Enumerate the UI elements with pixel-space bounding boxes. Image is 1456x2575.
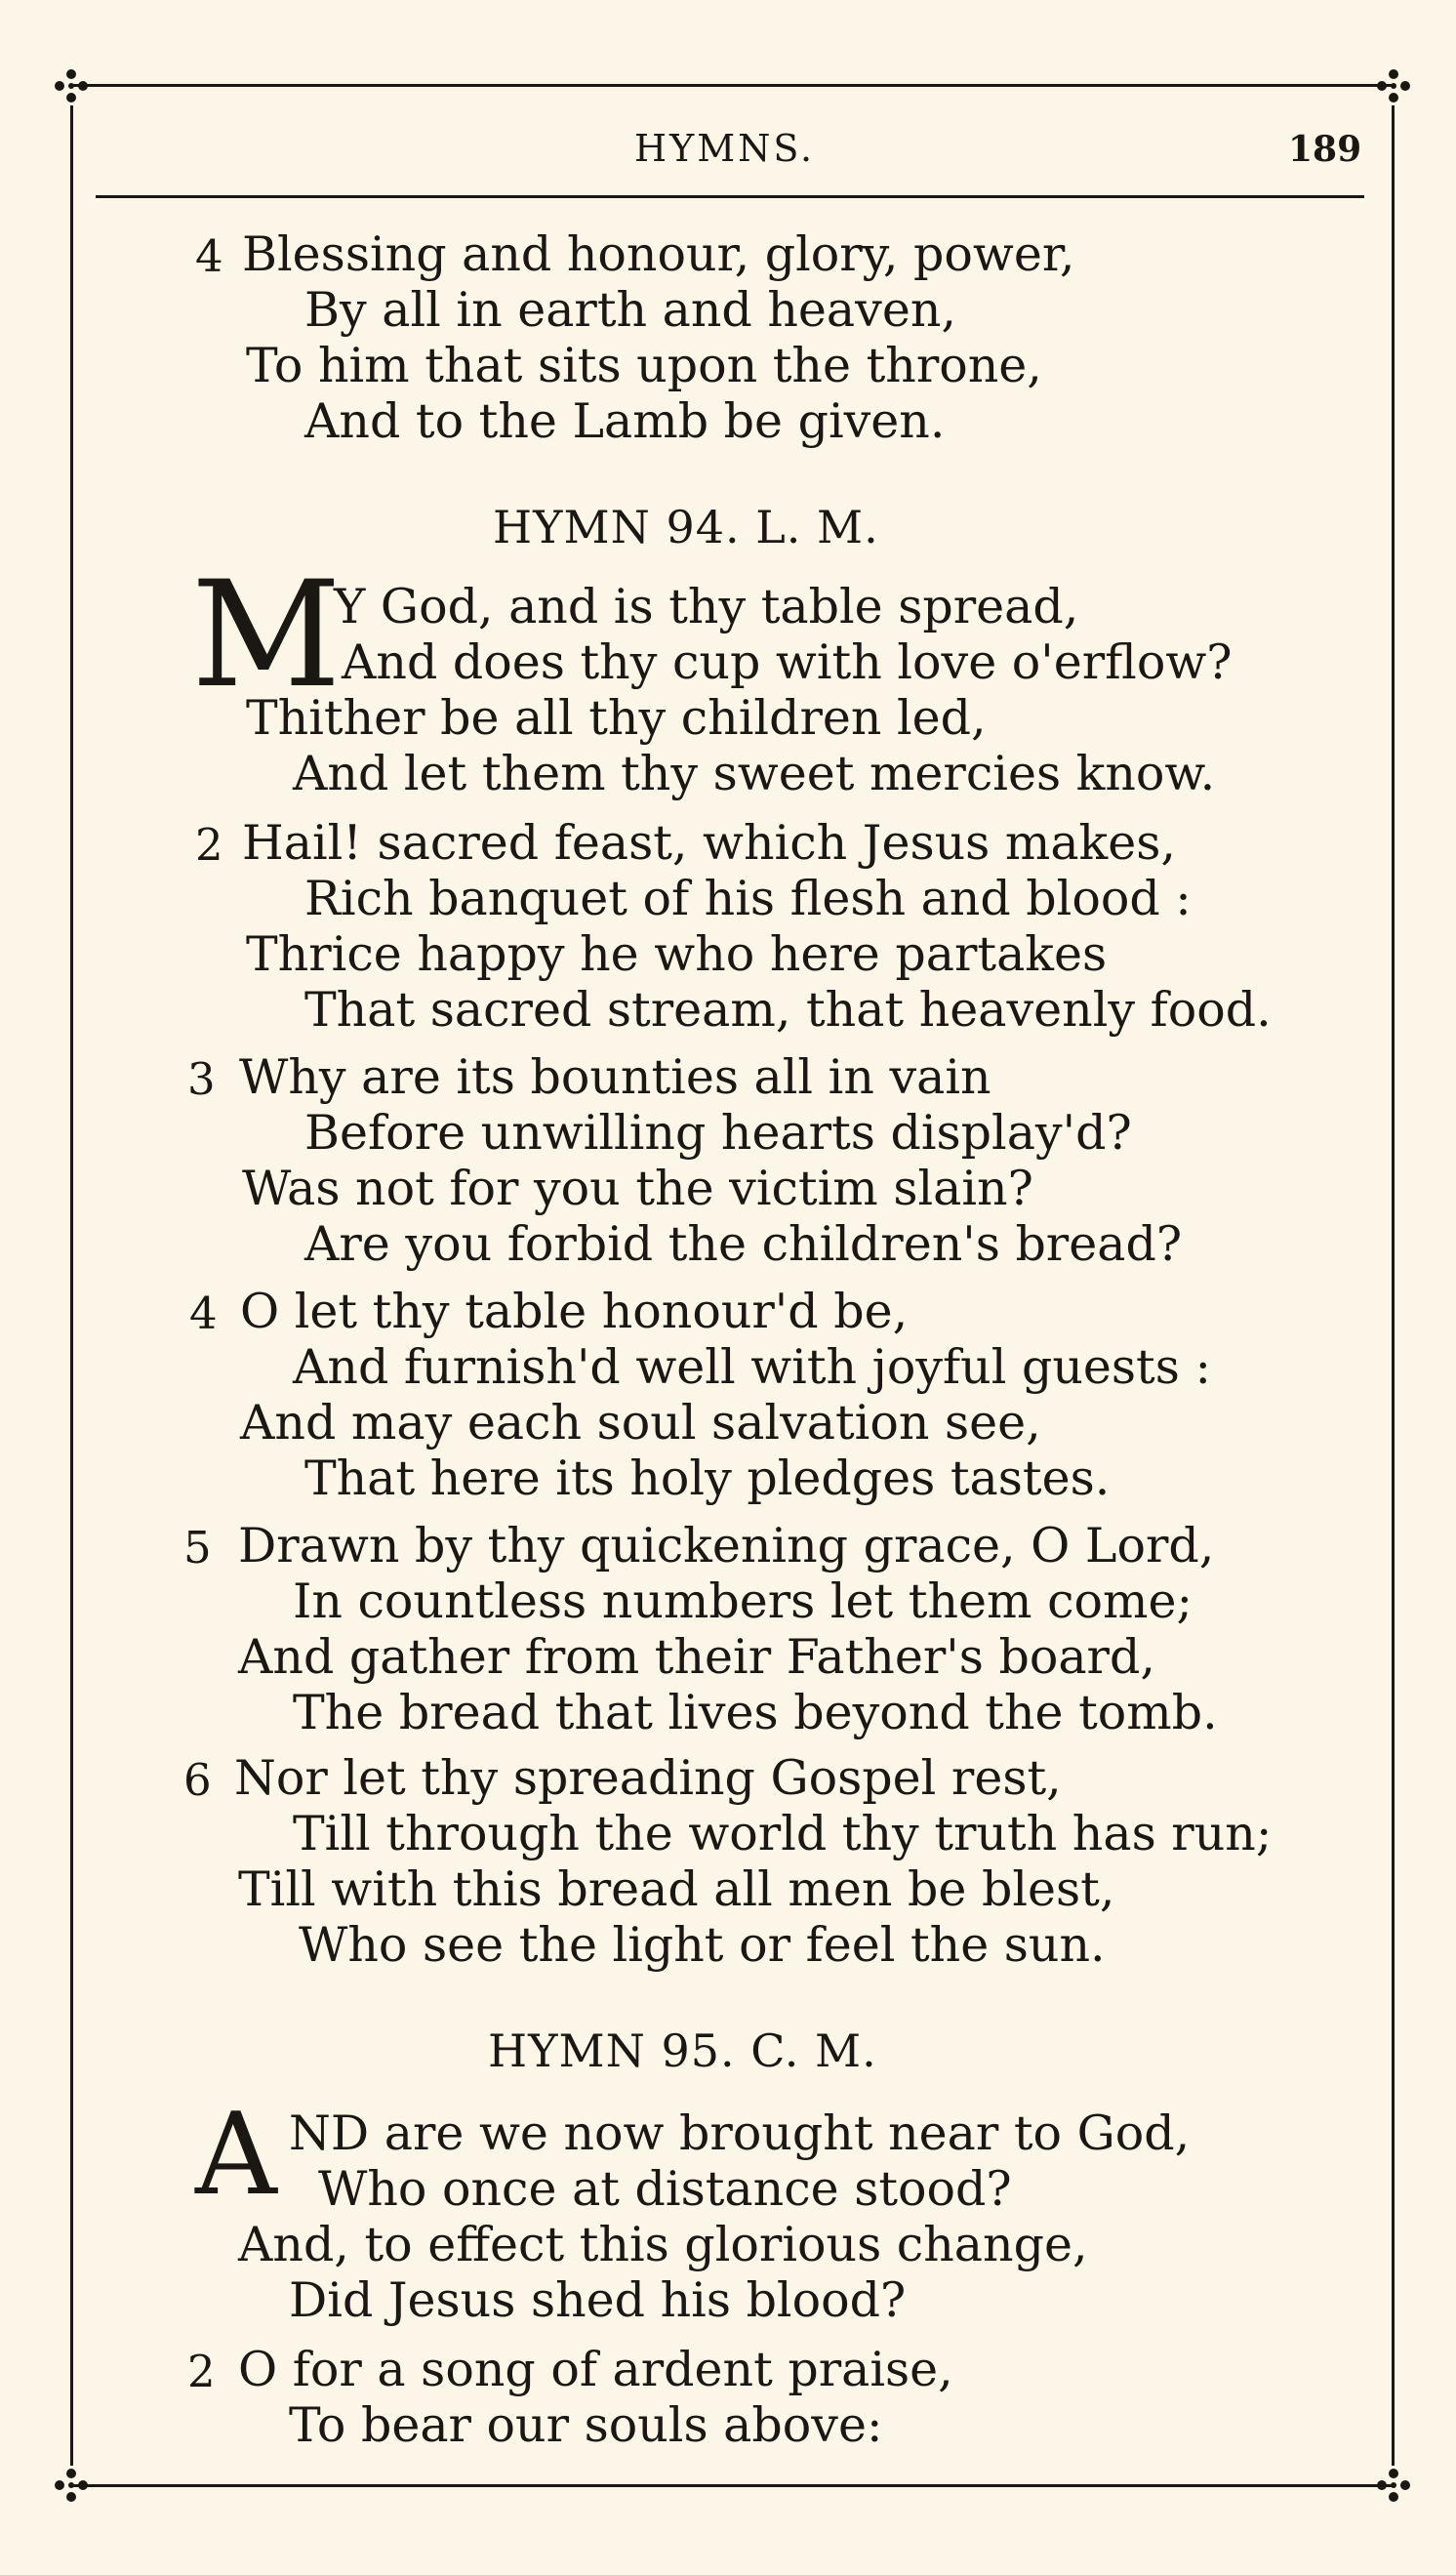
hymn-line: And gather from their Father's board, (238, 1629, 1155, 1685)
hymn-line: To bear our souls above: (289, 2397, 883, 2453)
fleuron-top-left-icon (52, 66, 91, 105)
stanza-number: 4 (189, 1288, 218, 1339)
hymn-line: And does thy cup with love o'erflow? (342, 634, 1233, 690)
hymn-line: By all in earth and heaven, (304, 282, 956, 338)
hymn-line: O let thy table honour'd be, (240, 1284, 909, 1339)
stanza-number: 6 (183, 1754, 212, 1806)
running-head (0, 127, 1456, 176)
top-rule (70, 84, 1394, 87)
hymn-line: And may each soul salvation see, (240, 1395, 1041, 1451)
fleuron-bottom-right-icon (1374, 2466, 1413, 2505)
hymn-line: Hail! sacred feast, which Jesus makes, (242, 815, 1176, 871)
stanza-number: 3 (187, 1053, 216, 1105)
hymn-line: Nor let thy spreading Gospel rest, (234, 1750, 1062, 1806)
hymn-heading: HYMN 94. L. M. (493, 501, 879, 553)
stanza-number: 5 (183, 1522, 212, 1574)
hymn-line: Thrice happy he who here partakes (246, 926, 1108, 982)
left-rule (70, 105, 73, 2466)
hymn-line: And furnish'd well with joyful guests : (293, 1339, 1211, 1395)
hymn-line: And, to effect this glorious change, (238, 2217, 1088, 2272)
stanza-number: 2 (187, 2346, 216, 2397)
hymn-heading: HYMN 95. C. M. (488, 2024, 877, 2077)
hymn-line: And to the Lamb be given. (304, 393, 946, 449)
running-head-title: HYMNS. (634, 127, 816, 170)
hymn-line: Till through the world thy truth has run; (293, 1806, 1273, 1861)
hymn-line: Thither be all thy children led, (246, 690, 987, 746)
stanza-number: 2 (195, 819, 223, 871)
fleuron-bottom-left-icon (52, 2466, 91, 2505)
fleuron-top-right-icon (1374, 66, 1413, 105)
hymn-line: In countless numbers let them come; (293, 1574, 1193, 1629)
hymn-line: Did Jesus shed his blood? (289, 2272, 907, 2328)
hymn-line: And let them thy sweet mercies know. (293, 746, 1216, 801)
hymn-line: Rich banquet of his flesh and blood : (304, 871, 1192, 926)
hymn-line: Are you forbid the children's bread? (304, 1216, 1183, 1272)
hymn-line: To him that sits upon the throne, (246, 338, 1042, 393)
hymn-line: Who see the light or feel the sun. (299, 1917, 1106, 1973)
drop-cap: A (195, 2089, 277, 2221)
hymn-line: Blessing and honour, glory, power, (242, 226, 1075, 282)
header-rule (96, 195, 1364, 198)
drop-cap: M (191, 551, 342, 720)
page-number: 189 (1288, 129, 1362, 170)
stanza-number: 4 (195, 230, 223, 282)
right-rule (1392, 105, 1395, 2466)
hymn-line: ND are we now brought near to God, (289, 2105, 1191, 2161)
hymn-line: O for a song of ardent praise, (238, 2342, 953, 2397)
hymn-line: That sacred stream, that heavenly food. (304, 982, 1272, 1038)
hymn-line: That here its holy pledges tastes. (304, 1451, 1111, 1506)
hymn-line: Y God, and is thy table spread, (334, 579, 1079, 634)
hymn-line: Was not for you the victim slain? (242, 1161, 1033, 1216)
hymn-line: Before unwilling hearts display'd? (304, 1105, 1132, 1161)
hymn-line: Who once at distance stood? (318, 2161, 1012, 2217)
hymn-line: The bread that lives beyond the tomb. (293, 1685, 1218, 1740)
bottom-rule (70, 2484, 1394, 2487)
hymn-line: Till with this bread all men be blest, (238, 1861, 1115, 1917)
hymn-line: Drawn by thy quickening grace, O Lord, (238, 1518, 1215, 1574)
hymn-line: Why are its bounties all in vain (239, 1049, 991, 1105)
